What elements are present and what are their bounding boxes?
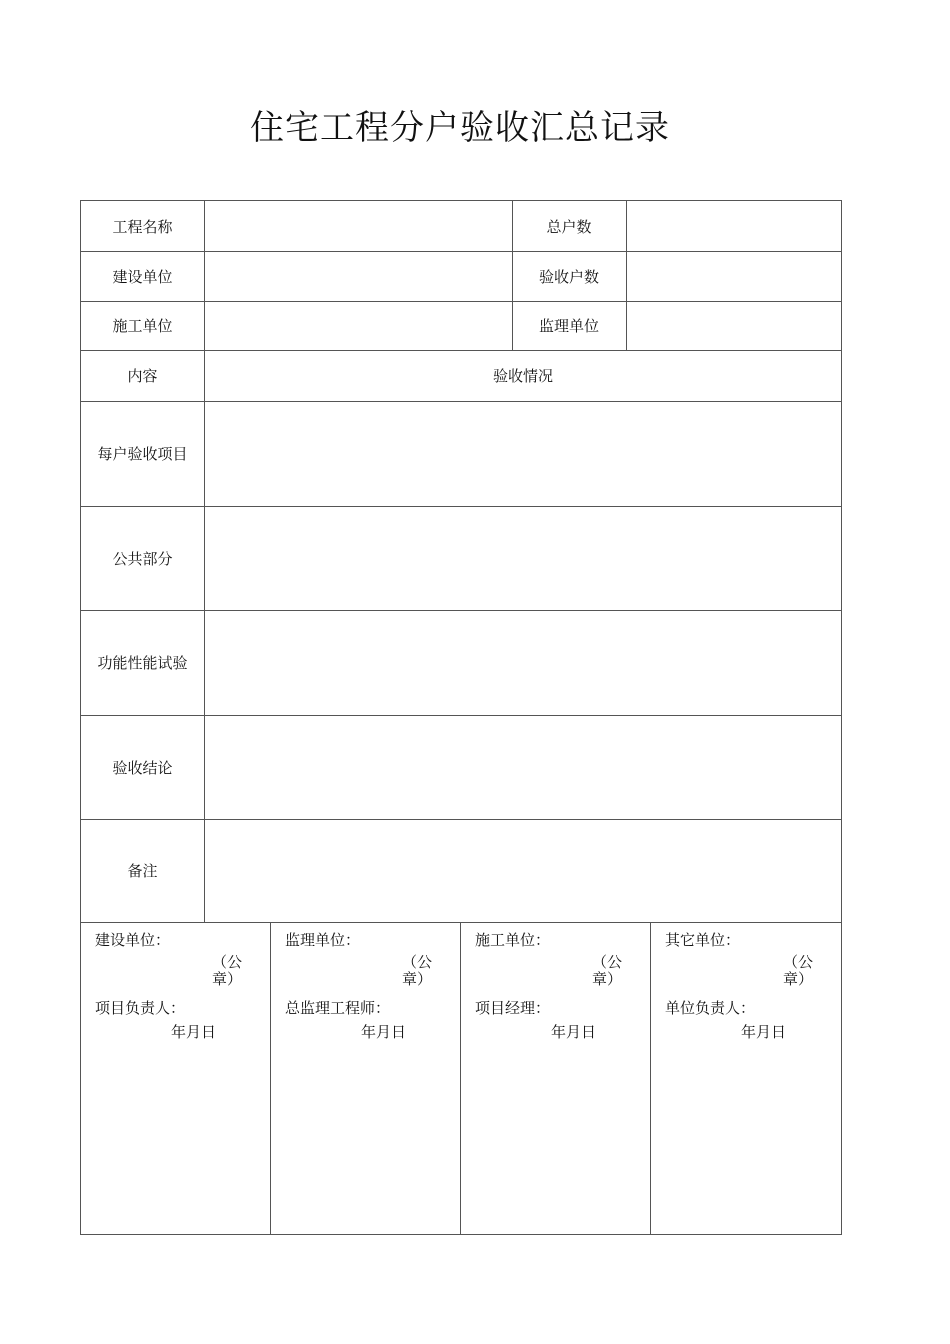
- signature-role-label: 项目经理：: [475, 999, 551, 1017]
- signature-date: 年月日: [741, 1023, 787, 1041]
- seal-text-close: 章）: [401, 970, 432, 988]
- signature-date: 年月日: [361, 1023, 407, 1041]
- section-label-remarks: 备注: [127, 862, 158, 880]
- total-households-field[interactable]: [627, 201, 841, 251]
- section-field-performance-test[interactable]: [205, 610, 841, 715]
- project-name-label: 工程名称: [112, 217, 173, 236]
- section-field-per-household[interactable]: [205, 401, 841, 506]
- seal-text-close: 章）: [591, 970, 622, 988]
- seal-placeholder: [592, 954, 622, 988]
- section-label-performance-test: 功能性能试验: [97, 654, 188, 672]
- section-field-conclusion[interactable]: [205, 715, 841, 819]
- seal-text-open: （公: [211, 953, 242, 971]
- accepted-households-field[interactable]: [627, 251, 841, 301]
- total-households-label: 总户数: [546, 217, 592, 236]
- builder-unit-label: 施工单位: [112, 317, 173, 335]
- section-label-per-household: 每户验收项目: [97, 445, 188, 463]
- signature-unit-label: 监理单位：: [285, 931, 361, 949]
- supervision-unit-field[interactable]: [627, 301, 841, 350]
- signature-role-label: 项目负责人：: [95, 999, 186, 1017]
- summary-table: [80, 200, 842, 923]
- signature-date: 年月日: [551, 1023, 597, 1041]
- seal-text-close: 章）: [211, 970, 242, 988]
- construction-unit-label: 建设单位: [112, 267, 173, 286]
- section-label-public-area: 公共部分: [112, 549, 173, 568]
- signature-block-other[interactable]: [650, 923, 842, 1235]
- project-name-field[interactable]: [205, 201, 512, 251]
- signature-block-contractor[interactable]: [460, 923, 651, 1235]
- seal-text-close: 章）: [782, 970, 813, 988]
- seal-placeholder: [402, 954, 432, 988]
- seal-text-open: （公: [782, 953, 813, 971]
- acceptance-situation-header: 验收情况: [492, 367, 553, 385]
- signature-date: 年月日: [171, 1023, 217, 1041]
- signature-unit-label: 建设单位：: [95, 931, 171, 949]
- builder-unit-field[interactable]: [205, 301, 512, 350]
- signature-block-supervisor[interactable]: [270, 923, 461, 1235]
- accepted-households-label: 验收户数: [538, 267, 599, 286]
- seal-placeholder: [783, 954, 813, 988]
- supervision-unit-label: 监理单位: [538, 317, 599, 335]
- signature-role-label: 单位负责人：: [665, 999, 756, 1017]
- page-title: 住宅工程分户验收汇总记录: [250, 108, 670, 148]
- construction-unit-field[interactable]: [205, 251, 512, 301]
- content-header: 内容: [127, 367, 158, 385]
- section-field-remarks[interactable]: [205, 819, 841, 922]
- signature-unit-label: 施工单位：: [475, 931, 551, 949]
- section-field-public-area[interactable]: [205, 506, 841, 610]
- signature-role-label: 总监理工程师：: [285, 999, 391, 1017]
- section-label-conclusion: 验收结论: [112, 758, 173, 777]
- seal-text-open: （公: [591, 953, 622, 971]
- seal-text-open: （公: [401, 953, 432, 971]
- seal-placeholder: [212, 954, 242, 988]
- signature-block-developer[interactable]: [80, 923, 271, 1235]
- signature-unit-label: 其它单位：: [665, 931, 741, 949]
